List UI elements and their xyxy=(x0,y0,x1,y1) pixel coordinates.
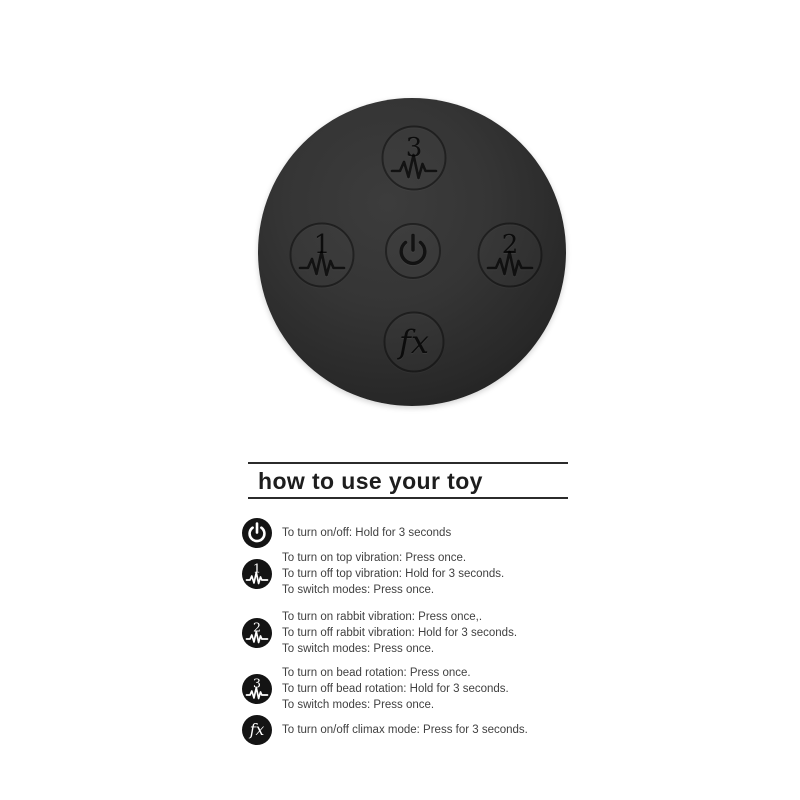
instruction-text xyxy=(282,609,517,657)
heading-rule-bottom xyxy=(248,497,568,499)
instruction-text xyxy=(282,550,504,598)
instruction-text xyxy=(282,525,451,541)
instruction-line: To turn on/off: Hold for 3 seconds xyxy=(282,527,452,539)
pad-button-1 xyxy=(289,222,355,288)
instruction-line: To turn on bead rotation: Press once. xyxy=(282,667,471,679)
instruction-line: To turn off rabbit vibration: Hold for 3 seconds. xyxy=(282,627,518,639)
pad-button-2-label: 2 xyxy=(501,230,519,260)
power-icon xyxy=(384,222,442,280)
instruction-row-bead-rotation xyxy=(242,665,509,713)
pad-button-3 xyxy=(381,125,447,191)
instruction-line: To turn on/off climax mode: Press for 3 seconds. xyxy=(282,724,528,736)
instruction-row-climax-mode xyxy=(242,715,528,745)
page-title: how to use your toy xyxy=(258,468,483,494)
instruction-row-top-vibration xyxy=(242,550,504,598)
heading-rule-top xyxy=(248,462,568,464)
icon-label: fx xyxy=(249,721,265,739)
instruction-text xyxy=(282,722,528,738)
instruction-line: To switch modes: Press once. xyxy=(282,643,435,655)
instruction-line: To switch modes: Press once. xyxy=(282,699,435,711)
vibration-1-icon xyxy=(242,559,272,589)
vibration-3-icon xyxy=(381,125,447,191)
instruction-line: To turn on rabbit vibration: Press once,. xyxy=(282,611,483,623)
instruction-text xyxy=(282,665,509,713)
instruction-line: To switch modes: Press once. xyxy=(282,584,435,596)
instruction-row-rabbit-vibration xyxy=(242,609,517,657)
icon-label: 3 xyxy=(253,675,261,691)
pad-button-3-label: 3 xyxy=(405,133,423,163)
instruction-line: To turn off bead rotation: Hold for 3 seconds. xyxy=(282,683,509,695)
pad-button-fx xyxy=(383,311,445,373)
vibration-2-icon xyxy=(242,618,272,648)
fx-icon xyxy=(242,715,272,745)
icon-label: 1 xyxy=(253,560,261,576)
power-icon xyxy=(242,518,272,548)
pad-button-1-label: 1 xyxy=(313,230,331,260)
instruction-row-power xyxy=(242,518,451,548)
vibration-1-icon xyxy=(289,222,355,288)
icon-label: 2 xyxy=(253,619,261,635)
vibration-3-icon xyxy=(242,674,272,704)
control-pad xyxy=(258,98,566,406)
vibration-2-icon xyxy=(477,222,543,288)
instruction-line: To turn off top vibration: Hold for 3 seconds. xyxy=(282,568,505,580)
pad-button-2 xyxy=(477,222,543,288)
pad-button-fx-label: fx xyxy=(399,323,429,361)
pad-button-power xyxy=(384,222,442,280)
instruction-line: To turn on top vibration: Press once. xyxy=(282,552,467,564)
fx-icon xyxy=(383,311,445,373)
